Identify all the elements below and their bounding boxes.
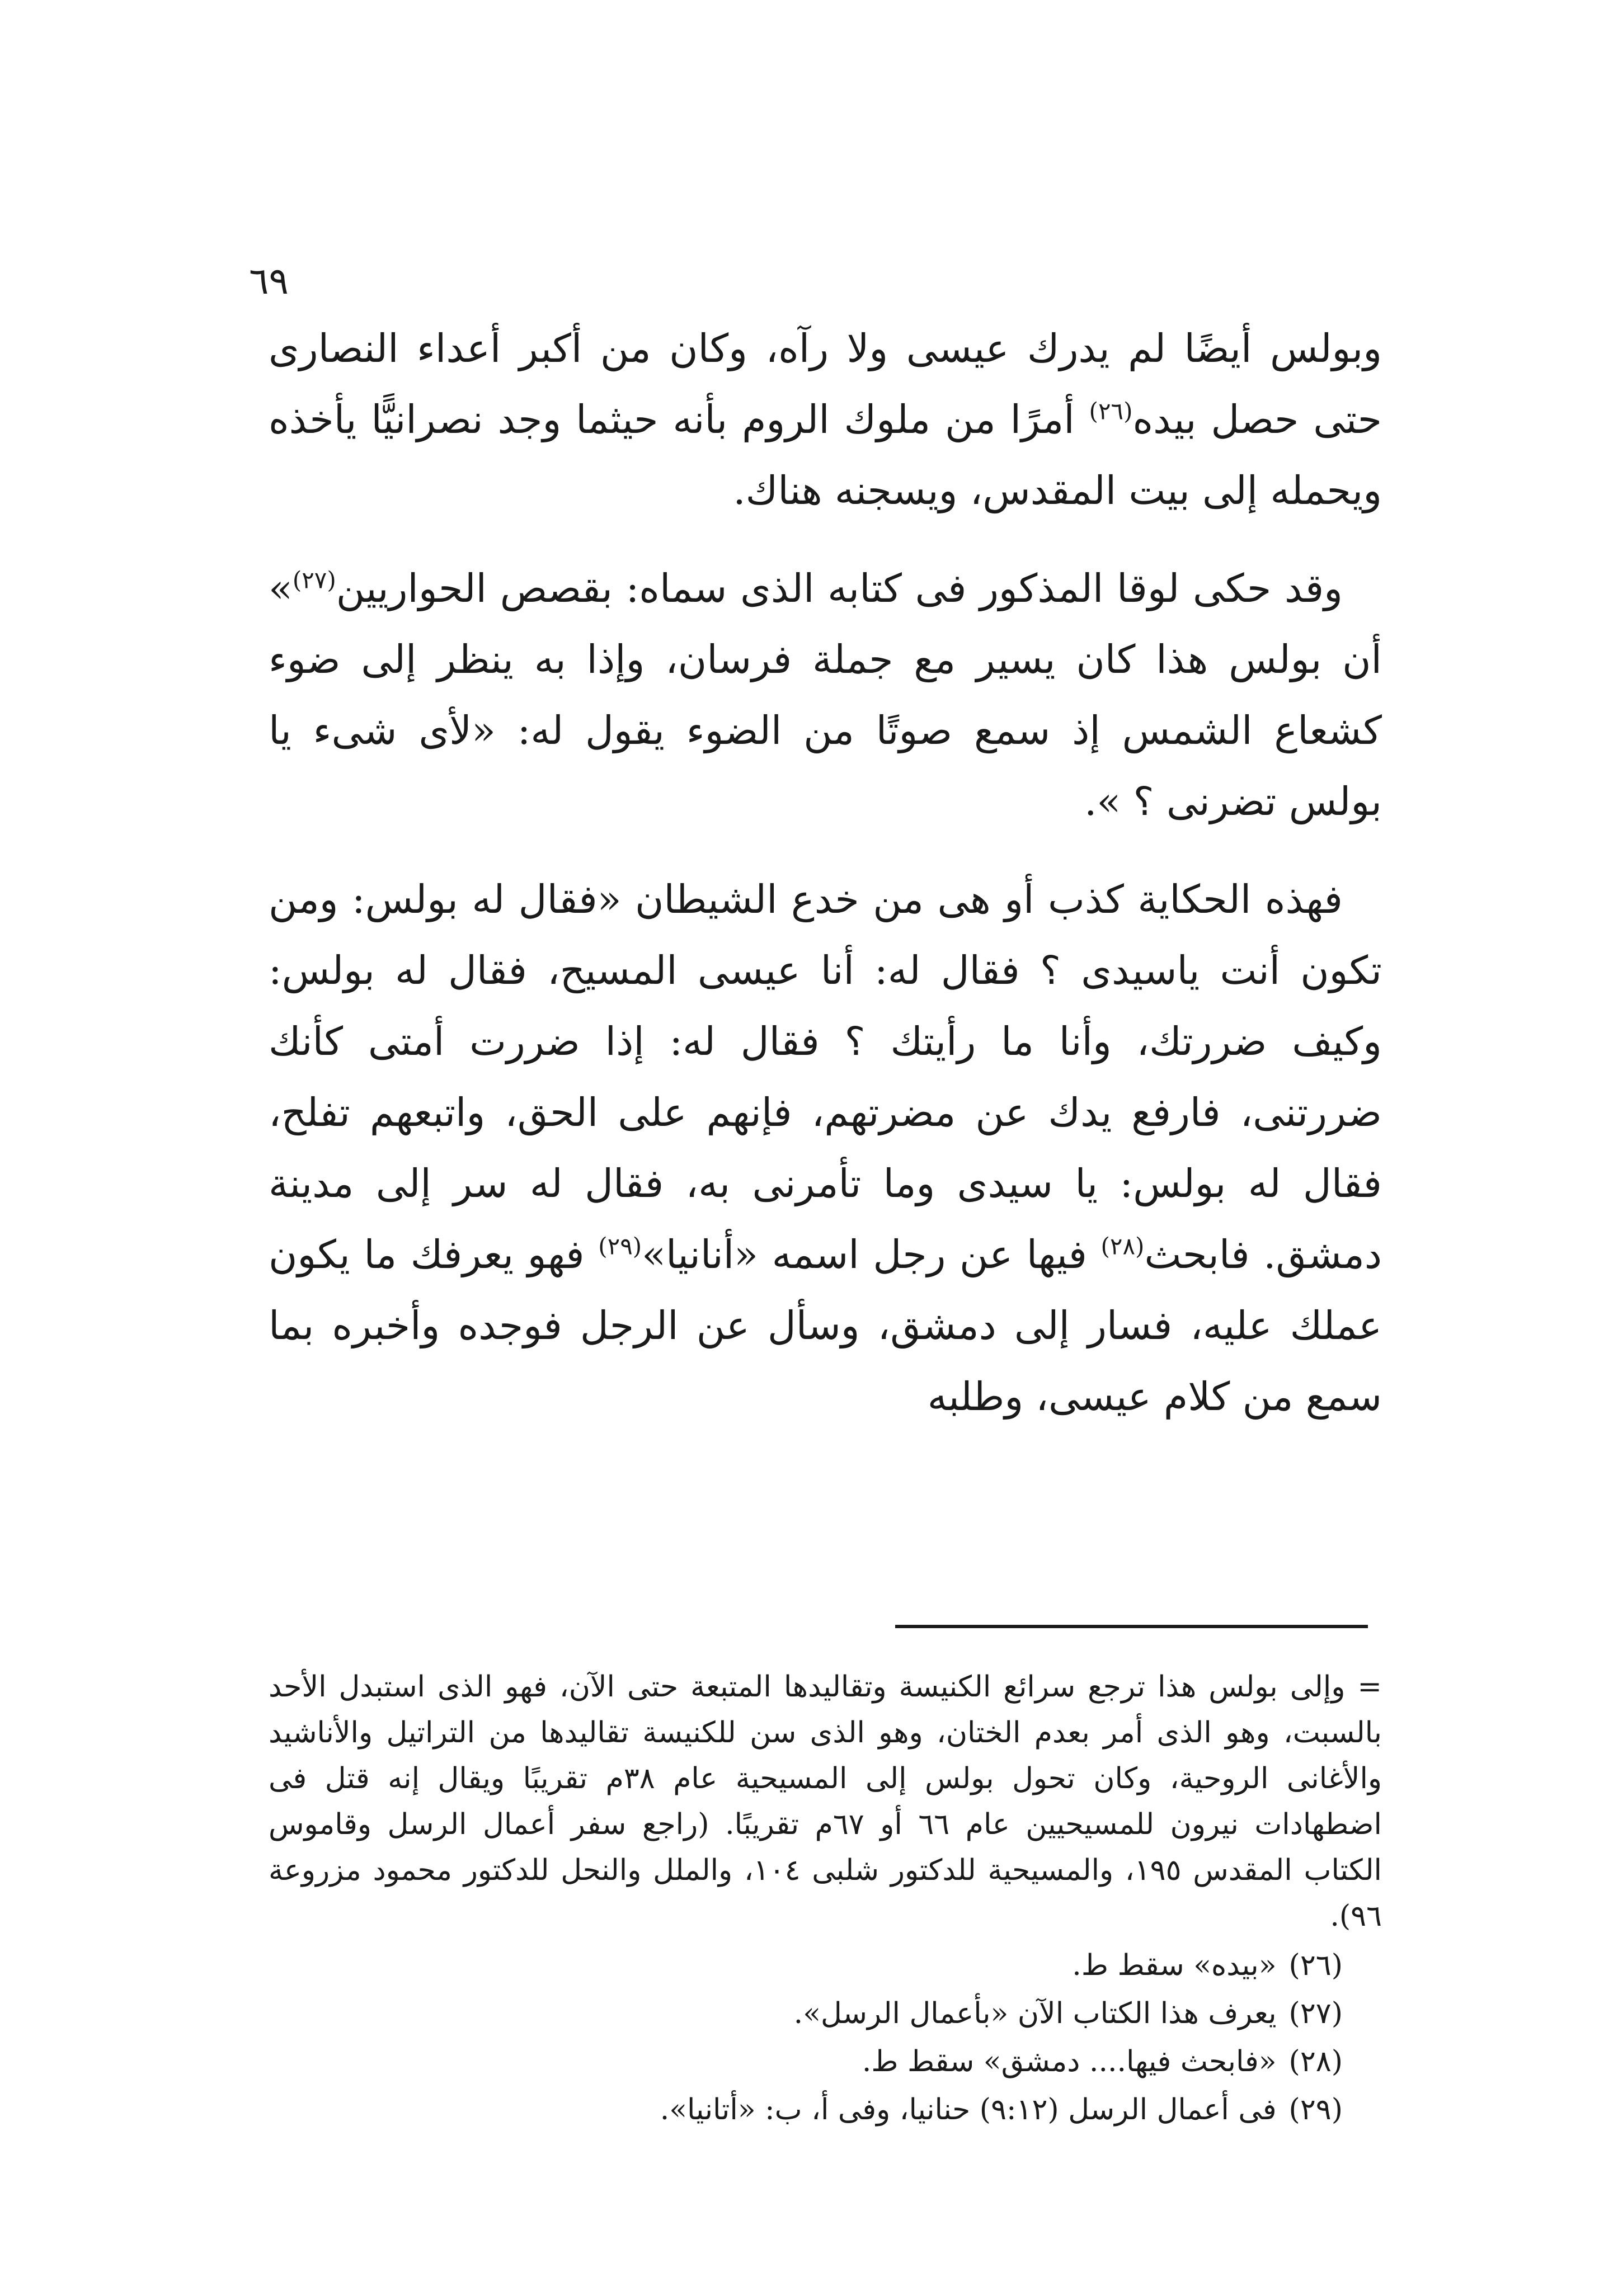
- paragraph-text: وبولس أيضًا لم يدرك عيسى ولا رآه، وكان من أكبر أعداء النصارى حتى حصل بيده: [269, 326, 1382, 442]
- footnote-item: [269, 1989, 1343, 2038]
- footnotes-section: [269, 1664, 1382, 2134]
- footnote-continuation: = وإلى بولس هذا ترجع سرائع الكنيسة وتقاليدها المتبعة حتى الآن، فهو الذى استبدل الأحد بالسبت، وهو الذى أمر بعدم الختان، وهو الذى سن للكنيسة تقاليدها من التراتيل والأناشيد والأغانى الروحية، وكان تحول بولس إلى المسيحية عام ٣٨م تقريبًا ويقال إنه قتل فى اضطهادات نيرون للمسيحيين عام ٦٦ أو ٦٧م تقريبًا. (راجع سفر أعمال الرسل وقاموس الكتاب المقدس ١٩٥، والمسيحية للدكتور شلبى ١٠٤، والملل والنحل للدكتور محمود مزروعة ٩٦).: [269, 1670, 1382, 1933]
- main-text: [269, 313, 1382, 1459]
- footnote-text: «بيده» سقط ط.: [1072, 1949, 1277, 1982]
- footnote-number: (٢٧): [1288, 1997, 1343, 2030]
- paragraph-text: وقد حكى لوقا المذكور فى كتابه الذى سماه: بقصص الحواريين: [336, 565, 1343, 611]
- footnote-item: [269, 1941, 1343, 1989]
- footnote-text: «فابحث فيها.... دمشق» سقط ط.: [862, 2045, 1277, 2078]
- footnote-item: [269, 2086, 1343, 2134]
- paragraph-text: فهذه الحكاية كذب أو هى من خدع الشيطان «فقال له بولس: ومن تكون أنت ياسيدى ؟ فقال له: أنا عيسى المسيح، فقال له بولس: وكيف ضررتك، وأنا ما رأيتك ؟ فقال له: إذا ضررت أمتى كأنك ضررتنى، فارفع يدك عن مضرتهم، فإنهم على الحق، واتبعهم تفلح، فقال له بولس: يا سيدى وما تأمرنى به، فقال له سر إلى مدينة دمشق. فابحث: [269, 876, 1382, 1277]
- footnote-reference: (٢٩): [598, 1232, 642, 1260]
- page-number: ٦٩: [249, 260, 289, 303]
- paragraph-text: فهو يعرفك ما يكون عملك عليه، فسار إلى دمشق، وسأل عن الرجل فوجده وأخبره بما سمع من كلام عيسى، وطلبه: [269, 1232, 1382, 1420]
- paragraph: [269, 864, 1382, 1432]
- footnote-divider: [895, 1625, 1368, 1628]
- paragraph-text: أمرًا من ملوك الروم بأنه حيثما وجد نصرانيًّا يأخذه ويحمله إلى بيت المقدس، ويسجنه هناك.: [269, 397, 1382, 513]
- paragraph: [269, 313, 1382, 526]
- footnote-number: (٢٨): [1288, 2045, 1343, 2078]
- footnote-text: يعرف هذا الكتاب الآن «بأعمال الرسل».: [793, 1997, 1277, 2030]
- footnote-item: [269, 2038, 1343, 2086]
- footnote-list: [269, 1941, 1382, 2134]
- paragraph: [269, 553, 1382, 837]
- paragraph-text: فيها عن رجل اسمه «أنانيا»: [642, 1232, 1101, 1277]
- footnote-reference: (٢٦): [1089, 397, 1133, 425]
- paragraph-text: » أن بولس هذا كان يسير مع جملة فرسان، وإذا به ينظر إلى ضوء كشعاع الشمس إذ سمع صوتًا من الضوء يقول له: «لأى شىء يا بولس تضرنى ؟ ».: [269, 565, 1382, 824]
- footnote-number: (٢٦): [1288, 1949, 1343, 1982]
- footnote-reference: (٢٧): [292, 566, 336, 594]
- footnote-reference: (٢٨): [1100, 1232, 1145, 1260]
- footnote-text: فى أعمال الرسل (٩:١٢) حنانيا، وفى أ، ب: «أتانيا».: [660, 2093, 1277, 2127]
- footnote-number: (٢٩): [1288, 2093, 1343, 2127]
